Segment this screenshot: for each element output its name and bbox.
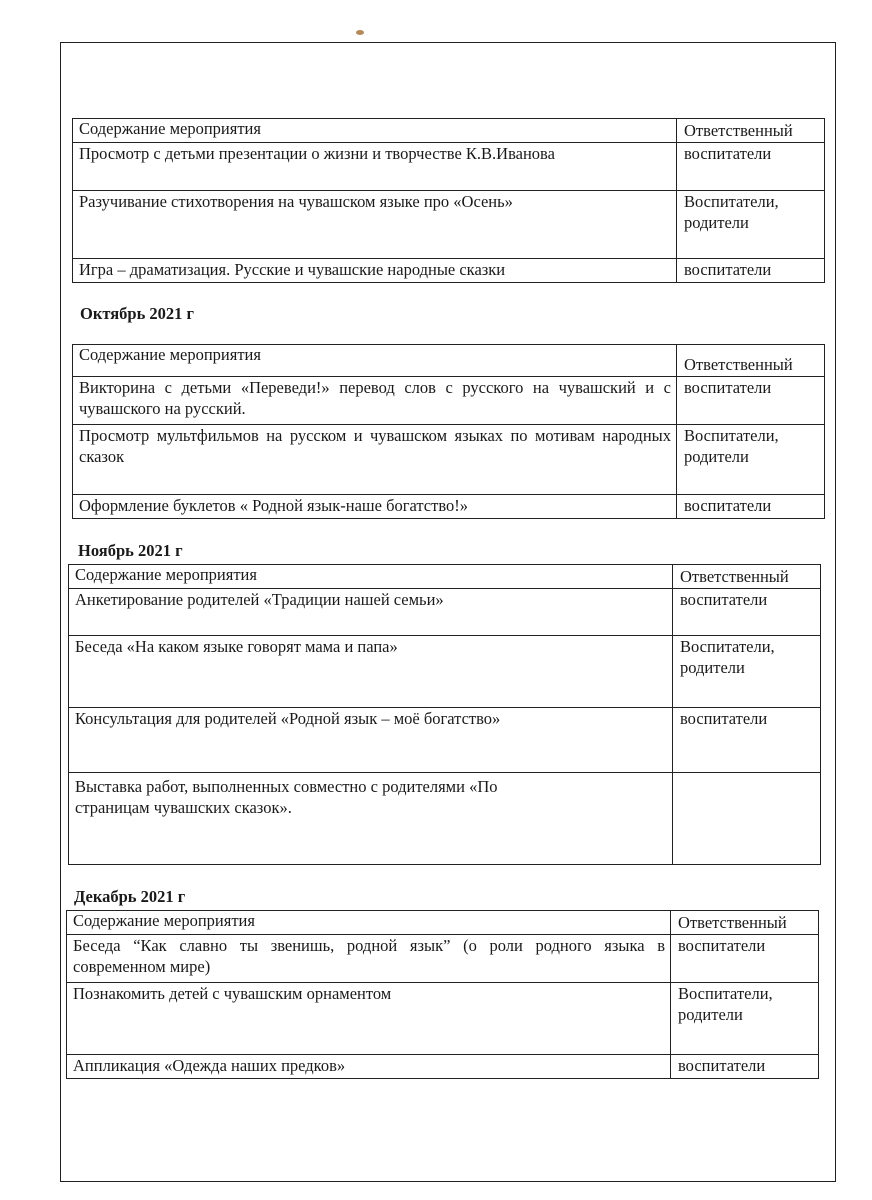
- responsible-cell: воспитатели: [673, 708, 821, 773]
- content-cell: Просмотр мультфильмов на русском и чувашском языках по мотивам народных сказок: [73, 425, 677, 495]
- events-table-october: [72, 344, 825, 519]
- responsible-cell: воспитатели: [671, 1055, 819, 1079]
- table-header-row: [69, 565, 821, 589]
- content-cell: Викторина с детьми «Переведи!» перевод слов с русского на чувашский и с чувашского на русский.: [73, 377, 677, 425]
- responsible-cell: [673, 773, 821, 865]
- responsible-cell: воспитатели: [677, 377, 825, 425]
- responsible-cell: Воспитатели, родители: [677, 191, 825, 259]
- table-row: [73, 143, 825, 191]
- table-row: [69, 636, 821, 708]
- header-content-cell: Содержание мероприятия: [67, 911, 671, 935]
- content-cell: Беседа “Как славно ты звенишь, родной язык” (о роли родного языка в современном мире): [67, 935, 671, 983]
- table-row: [67, 983, 819, 1055]
- content-cell: Познакомить детей с чувашским орнаментом: [67, 983, 671, 1055]
- table-row: [69, 589, 821, 636]
- header-content-cell: Содержание мероприятия: [73, 345, 677, 377]
- responsible-cell: воспитатели: [677, 259, 825, 283]
- table-row: [73, 425, 825, 495]
- content-cell: Беседа «На каком языке говорят мама и папа»: [69, 636, 673, 708]
- content-cell: Просмотр с детьми презентации о жизни и творчестве К.В.Иванова: [73, 143, 677, 191]
- header-content-cell: Содержание мероприятия: [69, 565, 673, 589]
- table-row: [73, 495, 825, 519]
- content-cell: Консультация для родителей «Родной язык – моё богатство»: [69, 708, 673, 773]
- content-cell: [69, 773, 673, 865]
- exhibition-text: Выставка работ, выполненных совместно с родителями «По страницам чувашских сказок».: [75, 777, 498, 817]
- table-header-row: [67, 911, 819, 935]
- table-row: [69, 708, 821, 773]
- table-row: [73, 259, 825, 283]
- content-cell: Оформление буклетов « Родной язык-наше богатство!»: [73, 495, 677, 519]
- responsible-cell: Воспитатели, родители: [673, 636, 821, 708]
- content-cell: Игра – драматизация. Русские и чувашские народные сказки: [73, 259, 677, 283]
- header-responsible-cell: Ответственный: [677, 119, 825, 143]
- responsible-cell: Воспитатели, родители: [671, 983, 819, 1055]
- responsible-cell: воспитатели: [673, 589, 821, 636]
- table-row: [67, 1055, 819, 1079]
- responsible-cell: воспитатели: [677, 495, 825, 519]
- events-table-november: [68, 564, 821, 865]
- header-responsible-cell: Ответственный: [677, 345, 825, 377]
- content-cell: Аппликация «Одежда наших предков»: [67, 1055, 671, 1079]
- month-heading-november: Ноябрь 2021 г: [78, 541, 183, 560]
- content-cell: Анкетирование родителей «Традиции нашей семьи»: [69, 589, 673, 636]
- header-responsible-cell: Ответственный: [673, 565, 821, 589]
- month-heading-december: Декабрь 2021 г: [74, 887, 186, 906]
- table-row: [69, 773, 821, 865]
- header-responsible-cell: Ответственный: [671, 911, 819, 935]
- table-row: [67, 935, 819, 983]
- table-header-row: [73, 345, 825, 377]
- table-header-row: [73, 119, 825, 143]
- events-table-december: [66, 910, 819, 1079]
- responsible-cell: воспитатели: [677, 143, 825, 191]
- paper-spot: [356, 30, 364, 35]
- responsible-cell: Воспитатели, родители: [677, 425, 825, 495]
- content-cell: Разучивание стихотворения на чувашском языке про «Осень»: [73, 191, 677, 259]
- events-table-september: [72, 118, 825, 283]
- table-row: [73, 377, 825, 425]
- month-heading-october: Октябрь 2021 г: [80, 304, 195, 323]
- responsible-cell: воспитатели: [671, 935, 819, 983]
- table-row: [73, 191, 825, 259]
- header-content-cell: Содержание мероприятия: [73, 119, 677, 143]
